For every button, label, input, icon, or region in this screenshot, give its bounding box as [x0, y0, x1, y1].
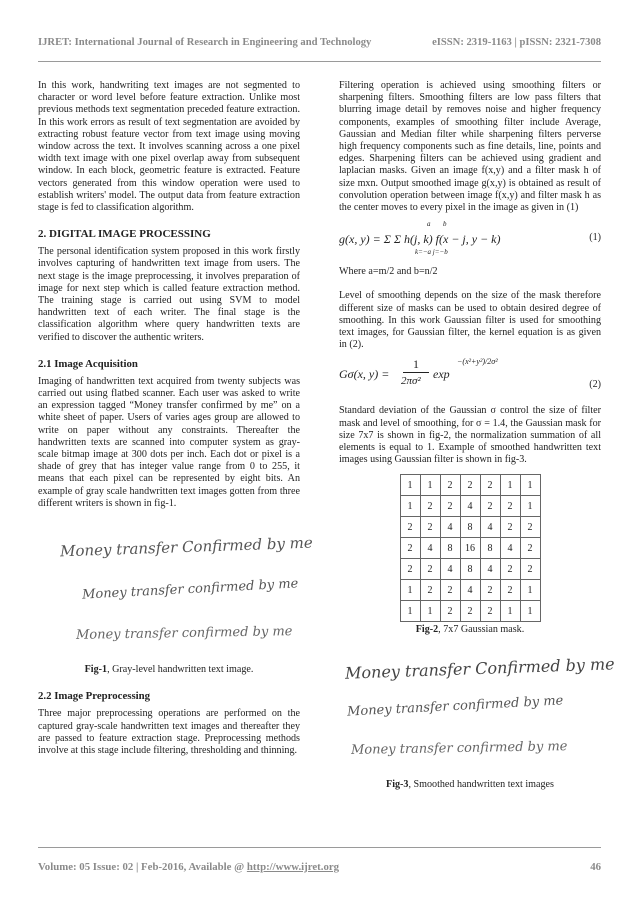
- mask-cell: 16: [460, 538, 480, 559]
- fig3-caption-text: , Smoothed handwritten text images: [408, 778, 554, 790]
- gaussian-mask-table: [400, 474, 541, 622]
- mask-cell: 4: [500, 538, 520, 559]
- mask-row: [400, 601, 540, 622]
- equation-2-lhs: Gσ(x, y) =: [339, 367, 390, 382]
- mask-row: [400, 475, 540, 496]
- mask-cell: 8: [440, 538, 460, 559]
- mask-cell: 2: [500, 580, 520, 601]
- mask-cell: 2: [480, 475, 500, 496]
- section-2-1-heading: 2.1 Image Acquisition: [38, 357, 138, 370]
- mask-cell: 2: [520, 559, 540, 580]
- mask-cell: 1: [400, 580, 420, 601]
- issn: eISSN: 2319-1163 | pISSN: 2321-7308: [432, 37, 601, 48]
- mask-cell: 1: [400, 496, 420, 517]
- equation-2: [339, 359, 601, 395]
- footer-rule: [38, 847, 601, 848]
- mask-cell: 1: [520, 475, 540, 496]
- mask-row: [400, 517, 540, 538]
- equation-2-exponent: −(x²+y²)/2σ²: [457, 357, 498, 367]
- mask-cell: 2: [500, 559, 520, 580]
- mask-cell: 1: [520, 496, 540, 517]
- equation-1-body: g(x, y) = Σ Σ h(j, k) f(x − j, y − k): [339, 232, 501, 247]
- equation-2-denominator: 2πσ²: [401, 375, 421, 388]
- journal-link[interactable]: http://www.ijret.org: [246, 861, 340, 873]
- fig1-caption-text: , Gray-level handwritten text image.: [107, 664, 254, 676]
- header-rule: [38, 61, 601, 62]
- mask-cell: 2: [420, 559, 440, 580]
- mask-cell: 4: [480, 517, 500, 538]
- smoothing-paragraph: Level of smoothing depends on the size of the mask therefore different size of masks can be used to obtain desired degree of smoothing. In this work Gaussian filter is used for smoothing text images, for Gaussian filter, the kernel equation is as given in (2).: [339, 290, 601, 351]
- mask-cell: 2: [440, 580, 460, 601]
- mask-cell: 2: [460, 475, 480, 496]
- mask-cell: 4: [440, 517, 460, 538]
- where-line: Where a=m/2 and b=n/2: [339, 266, 438, 278]
- mask-cell: 2: [520, 517, 540, 538]
- equation-1-upper-a: a: [427, 220, 431, 229]
- mask-cell: 2: [440, 475, 460, 496]
- mask-cell: 8: [460, 559, 480, 580]
- fig3-label: Fig-3: [386, 778, 409, 790]
- equation-2-numerator: 1: [403, 357, 429, 373]
- journal-title: IJRET: International Journal of Research in Engineering and Technology: [38, 37, 372, 48]
- mask-cell: 1: [500, 601, 520, 622]
- mask-cell: 2: [400, 538, 420, 559]
- mask-cell: 2: [400, 559, 420, 580]
- footer-volume: [38, 861, 339, 873]
- section-2-2-paragraph: Three major preprocessing operations are performed on the captured gray-scale handwritten text images and thereafter they are passed to feature extraction stage. Preprocessing methods involve at this stage include filtering, thresholding and thinning.: [38, 708, 300, 756]
- mask-cell: 1: [500, 475, 520, 496]
- equation-1-number: (1): [589, 232, 601, 244]
- mask-cell: 2: [480, 601, 500, 622]
- mask-cell: 2: [440, 601, 460, 622]
- mask-cell: 2: [480, 580, 500, 601]
- mask-cell: 8: [460, 517, 480, 538]
- footer-volume-text: Volume: 05 Issue: 02 | Feb-2016, Available @: [38, 861, 247, 873]
- mask-cell: 1: [420, 475, 440, 496]
- handwriting-sample-2: Money transfer confirmed by me: [81, 576, 299, 603]
- fig3-caption: [339, 779, 601, 791]
- mask-cell: 2: [500, 517, 520, 538]
- mask-row: [400, 538, 540, 559]
- smoothed-handwriting-3: Money transfer confirmed by me: [350, 738, 568, 758]
- fig2-caption: [339, 624, 601, 636]
- gaussian-paragraph: Standard deviation of the Gaussian σ control the size of filter mask and level of smoothing, for σ = 1.4, the Gaussian mask for size 7x7 is shown in fig-2, the normalization summation of all elements is equal to 1. Example of smoothed handwritten text images using Gaussian filter is shown in fig-3.: [339, 405, 601, 466]
- mask-row: [400, 580, 540, 601]
- mask-cell: 2: [400, 517, 420, 538]
- mask-cell: 2: [440, 496, 460, 517]
- fig1-handwriting-image: [38, 532, 314, 660]
- mask-row: [400, 496, 540, 517]
- fig1-label: Fig-1: [84, 664, 108, 676]
- section-2-2-heading: 2.2 Image Preprocessing: [38, 690, 151, 703]
- mask-cell: 2: [500, 496, 520, 517]
- mask-cell: 4: [440, 559, 460, 580]
- fig2-label: Fig-2: [415, 624, 439, 636]
- smoothed-handwriting-1: Money transfer Confirmed by me: [344, 653, 615, 683]
- page-footer: [38, 861, 601, 873]
- section-2-1-paragraph: Imaging of handwritten text acquired from twenty subjects was carried out using flatbed scanner. Each user was asked to write an expression tagged “Money transfer confirmed by me” on a white sheet of paper. Users of varies ages group are allowed to write on paper without any constraints. Thereafter the handwritten texts are scanned into computer system as gray-scale bitmap image at 300 dots per inch. Each dot or pixel is a shade of grey that has integer value range from 0 to 255, it means that each pixel can be represented by eight bits. An example of gray scale handwritten text images gotten from three different writers is shown in fig-1.: [38, 375, 300, 509]
- handwriting-sample-1: Money transfer Confirmed by me: [59, 533, 314, 561]
- mask-cell: 1: [420, 601, 440, 622]
- mask-cell: 1: [400, 475, 420, 496]
- fig3-handwriting-image: [339, 653, 615, 777]
- mask-cell: 2: [420, 580, 440, 601]
- intro-paragraph: In this work, handwriting text images are not segmented to character or word level before feature extraction. Unlike most previous methods text segmentation preceded feature extraction. In this work errors as result of text segmentation are avoided by extracting robust feature vector from text image using moving window across the text. It involves scanning across a one pixel width text image with one pixel overlap away from subsequent window. In each block, geometric feature is extracted. Feature vectors generated from this window operation were used to establish writers' model. The output data from feature extraction stage is fed to classification algorithm.: [38, 80, 300, 214]
- mask-cell: 2: [480, 496, 500, 517]
- mask-cell: 4: [420, 538, 440, 559]
- mask-cell: 2: [420, 517, 440, 538]
- mask-cell: 4: [480, 559, 500, 580]
- left-column: [38, 80, 314, 757]
- equation-2-exp: exp: [433, 367, 450, 382]
- mask-cell: 4: [460, 580, 480, 601]
- filtering-paragraph: Filtering operation is achieved using smoothing filters or sharpening filters. Smoothing filters are low pass filters that blurring image detail by removes noise and higher frequency components, examples of smoothing filter include Average, Gaussian and Median filter while sharpening filters perverse high frequency components such as fine details, line, points and edges. Sharpening filters can be achieved using gradient and laplacian masks. Given an image f(x,y) and a filter mask h of size mxn. Output smoothed image g(x,y) is obtained as result of convolution operation between image f(x,y) and filter mask h as the center moves to every pixel in the image as given in (1): [339, 80, 601, 214]
- mask-cell: 2: [420, 496, 440, 517]
- handwriting-sample-3: Money transfer confirmed by me: [75, 624, 293, 643]
- mask-cell: 2: [460, 601, 480, 622]
- mask-row: [400, 559, 540, 580]
- mask-cell: 1: [520, 580, 540, 601]
- mask-cell: 1: [520, 601, 540, 622]
- section-2-paragraph: The personal identification system proposed in this work firstly involves capturing of handwritten text image from users. The next stage is the image preprocessing, it involves preparation of image for next step which is called feature extraction method. The training stage is carried out using SVM to model handwritten text of each writer. The final stage is the classification algorithm where query handwritten texts are verified to discover the authentic writers.: [38, 246, 300, 343]
- right-column: [339, 80, 615, 791]
- mask-cell: 8: [480, 538, 500, 559]
- page-header: [38, 37, 601, 48]
- mask-cell: 1: [400, 601, 420, 622]
- equation-1-lower-limits: k=−a j=−b: [415, 248, 448, 257]
- mask-cell: 2: [520, 538, 540, 559]
- equation-2-number: (2): [589, 379, 601, 391]
- equation-1: [339, 220, 601, 260]
- mask-cell: 4: [460, 496, 480, 517]
- section-2-heading: 2. DIGITAL IMAGE PROCESSING: [38, 228, 211, 241]
- fig1-caption: [38, 664, 300, 676]
- smoothed-handwriting-2: Money transfer confirmed by me: [346, 693, 564, 720]
- equation-1-upper-b: b: [443, 220, 447, 229]
- fig2-caption-text: , 7x7 Gaussian mask.: [438, 624, 525, 636]
- page-number: 46: [590, 861, 601, 873]
